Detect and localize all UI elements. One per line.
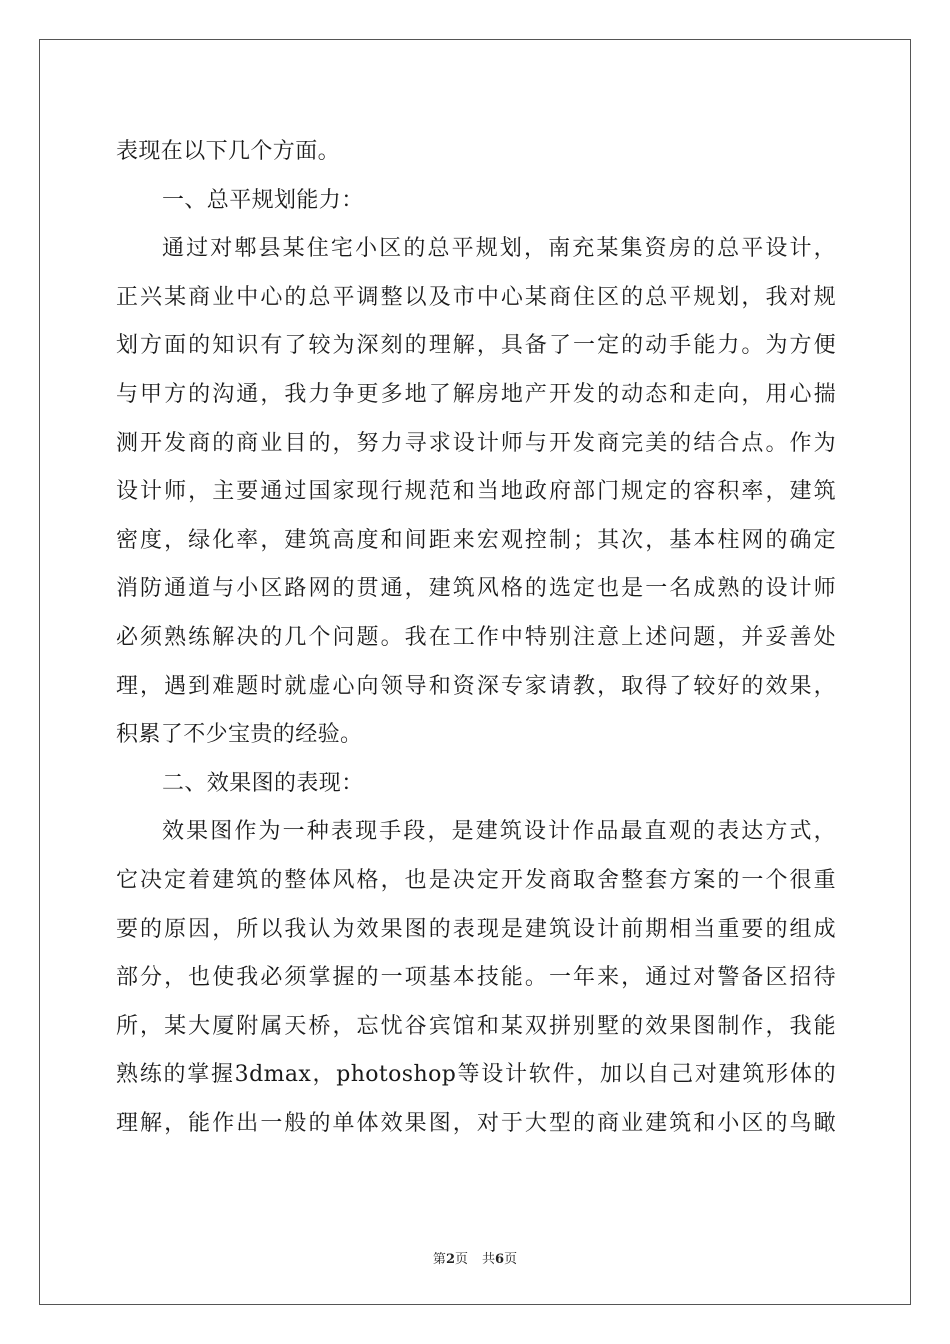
paragraph-line: 划方面的知识有了较为深刻的理解，具备了一定的动手能力。为方便	[116, 333, 836, 359]
paragraph-line: 通过对郫县某住宅小区的总平规划，南充某集资房的总平设计，	[162, 236, 836, 262]
paragraph-line: 消防通道与小区路网的贯通，建筑风格的选定也是一名成熟的设计师	[116, 576, 836, 602]
page-footer	[0, 1248, 950, 1267]
total-label-prefix: 共	[482, 1252, 496, 1267]
paragraph-line: 积累了不少宝贵的经验。	[116, 722, 363, 748]
paragraph-line: 熟练的掌握3dmax，photoshop等设计软件，加以自己对建筑形体的	[116, 1062, 836, 1088]
section-heading: 一、总平规划能力：	[162, 187, 364, 213]
page-label-suffix: 页	[454, 1252, 468, 1267]
page-label-prefix: 第	[432, 1252, 446, 1267]
page-number: 2	[445, 1252, 455, 1267]
paragraph-line: 效果图作为一种表现手段，是建筑设计作品最直观的表达方式，	[162, 819, 836, 845]
paragraph-line: 要的原因，所以我认为效果图的表现是建筑设计前期相当重要的组成	[116, 916, 836, 942]
paragraph-line: 部分，也使我必须掌握的一项基本技能。一年来，通过对警备区招待	[116, 965, 836, 991]
paragraph-line: 正兴某商业中心的总平调整以及市中心某商住区的总平规划，我对规	[116, 284, 836, 310]
section-heading: 二、效果图的表现：	[162, 770, 364, 796]
paragraph-line: 理，遇到难题时就虚心向领导和资深专家请教，取得了较好的效果，	[116, 673, 836, 699]
paragraph-line: 必须熟练解决的几个问题。我在工作中特别注意上述问题，并妥善处	[116, 624, 836, 650]
paragraph-line: 表现在以下几个方面。	[116, 139, 341, 164]
total-pages: 6	[495, 1252, 505, 1267]
total-label-suffix: 页	[504, 1252, 518, 1267]
paragraph-line: 密度，绿化率，建筑高度和间距来宏观控制；其次，基本柱网的确定	[116, 527, 836, 553]
paragraph-line: 所，某大厦附属天桥，忘忧谷宾馆和某双拼别墅的效果图制作，我能	[116, 1013, 836, 1039]
paragraph-line: 理解，能作出一般的单体效果图，对于大型的商业建筑和小区的鸟瞰	[116, 1110, 836, 1136]
paragraph-line: 它决定着建筑的整体风格，也是决定开发商取舍整套方案的一个很重	[116, 867, 836, 893]
paragraph-line: 设计师，主要通过国家现行规范和当地政府部门规定的容积率，建筑	[116, 479, 836, 505]
paragraph-line: 测开发商的商业目的，努力寻求设计师与开发商完美的结合点。作为	[116, 430, 836, 456]
paragraph-line: 与甲方的沟通，我力争更多地了解房地产开发的动态和走向，用心揣	[116, 381, 836, 407]
document-body	[116, 128, 836, 1148]
